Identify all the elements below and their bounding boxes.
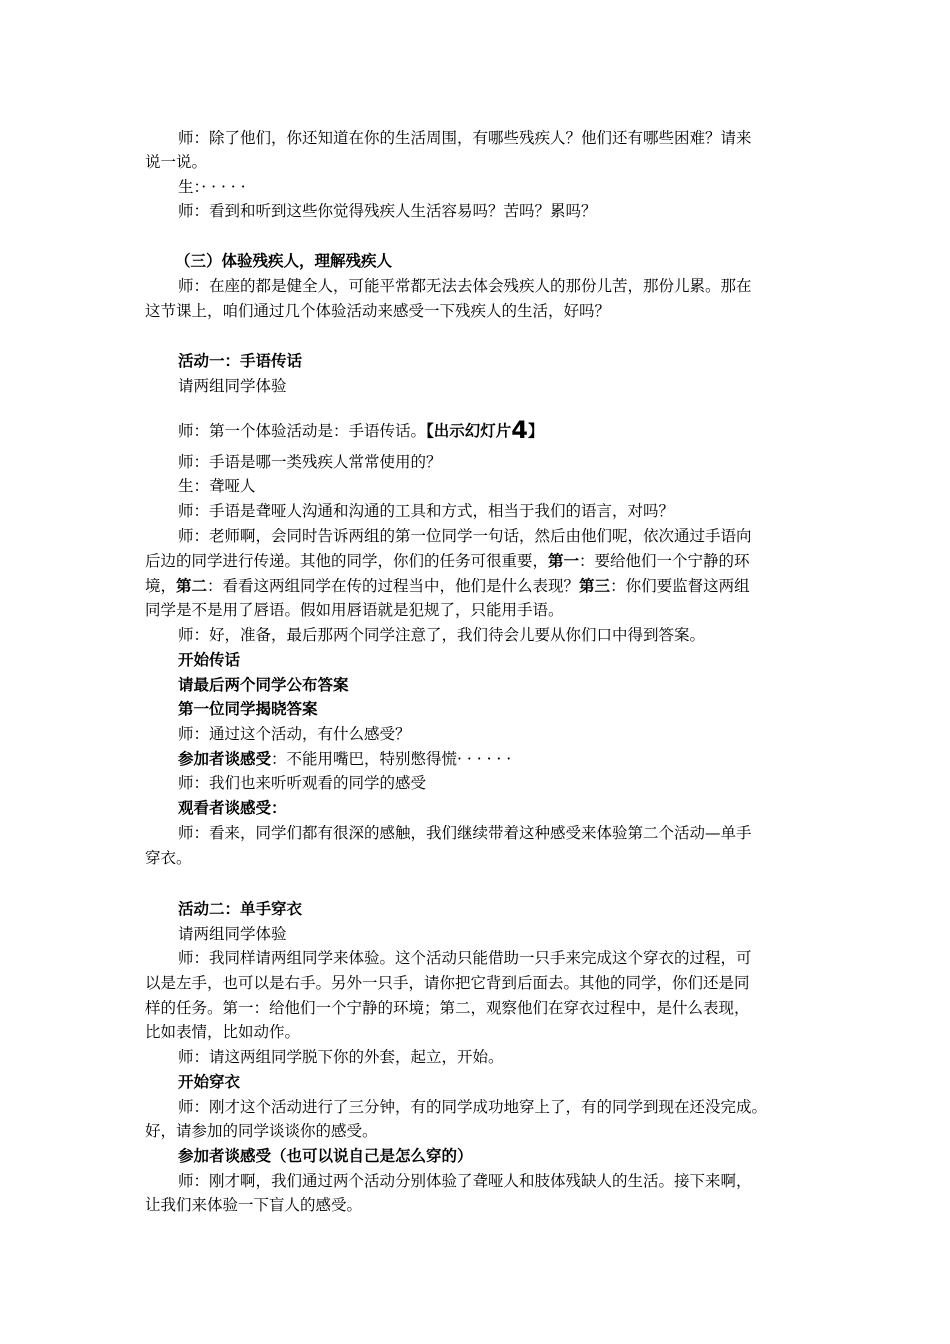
text-span: ：你们要监督这两组 (610, 577, 750, 595)
emphasis: 参加者谈感受 (178, 750, 272, 768)
student-line: 生：聋哑人 (178, 477, 256, 495)
teacher-line: 师：好，准备，最后那两个同学注意了，我们待会儿要从你们口中得到答案。 (178, 626, 706, 644)
activity-subtitle: 请两组同学体验 (178, 925, 287, 943)
text-line: 以是左手，也可以是右手。另外一只手，请你把它背到后面去。其他的同学，你们还是同 (145, 974, 750, 992)
text-line: 这节课上，咱们通过几个体验活动来感受一下残疾人的生活，好吗？ (145, 302, 611, 320)
text-span: ：要给他们一个宁静的环 (579, 552, 750, 570)
student-line: 生：· · · · · (178, 178, 246, 196)
bold-step: 第一位同学揭晓答案 (178, 700, 318, 718)
text-line: 好，请参加的同学谈谈你的感受。 (145, 1122, 378, 1140)
teacher-line: 师：看来，同学们都有很深的感触，我们继续带着这种感受来体验第二个活动—单手 (178, 824, 752, 842)
emphasis: 第二 (176, 577, 208, 595)
activity-heading: 活动一：手语传话 (178, 352, 303, 370)
section-heading: （三）体验残疾人，理解残疾人 (175, 252, 393, 270)
teacher-line: 师：看到和听到这些你觉得残疾人生活容易吗？苦吗？累吗？ (178, 202, 597, 220)
activity-subtitle: 请两组同学体验 (178, 377, 287, 395)
text-line: 比如表情，比如动作。 (145, 1023, 301, 1041)
text-span: 境， (145, 577, 177, 595)
bold-step: 观看者谈感受： (178, 799, 287, 817)
teacher-line: 师：在座的都是健全人，可能平常都无法去体会残疾人的那份儿苦，那份儿累。那在 (178, 277, 752, 295)
teacher-line: 师：刚才这个活动进行了三分钟，有的同学成功地穿上了，有的同学到现在还没完成。 (178, 1098, 768, 1116)
text-span: 后边的同学进行传递。其他的同学，你们的任务可很重要， (145, 552, 549, 570)
teacher-line: 师：通过这个活动，有什么感受？ (178, 725, 411, 743)
teacher-line: 师：请这两组同学脱下你的外套，起立，开始。 (178, 1048, 504, 1066)
teacher-line: 师：老师啊，会同时告诉两组的第一位同学一句话，然后由他们呢，依次通过手语向 (178, 527, 752, 545)
bold-step: 开始传话 (178, 651, 241, 669)
text-line: 穿衣。 (145, 849, 192, 867)
teacher-line: 师：刚才啊，我们通过两个活动分别体验了聋哑人和肢体残缺人的生活。接下来啊， (178, 1172, 752, 1190)
slide-number: 4 (511, 416, 528, 444)
bold-step: 请最后两个同学公布答案 (178, 676, 349, 694)
teacher-line: 师：我同样请两组同学来体验。这个活动只能借助一只手来完成这个穿衣的过程，可 (178, 949, 752, 967)
text-line: 样的任务。第一：给他们一个宁静的环境；第二，观察他们在穿衣过程中，是什么表现， (145, 999, 750, 1017)
activity-heading: 活动二：单手穿衣 (178, 900, 303, 918)
teacher-line: 师：我们也来听听观看的同学的感受 (178, 774, 427, 792)
teacher-line: 师：手语是哪一类残疾人常常使用的？ (178, 453, 442, 471)
emphasis: 第一 (548, 552, 580, 570)
bold-step: 开始穿衣 (178, 1073, 241, 1091)
participant-line (145, 747, 848, 771)
text-line: 让我们来体验一下盲人的感受。 (145, 1196, 363, 1214)
text-line: 说一说。 (145, 153, 208, 171)
text-line (145, 574, 815, 598)
slide-note-close: 】 (527, 422, 544, 440)
text-span: 师：第一个体验活动是：手语传话。 (178, 422, 427, 440)
bold-step: 参加者谈感受（也可以说自己是怎么穿的） (178, 1147, 473, 1165)
text-line (145, 549, 815, 573)
teacher-line (145, 418, 848, 443)
emphasis: 第三 (579, 577, 611, 595)
slide-note: 【出示幻灯片 (426, 422, 512, 440)
teacher-line: 师：手语是聋哑人沟通和沟通的工具和方式，相当于我们的语言，对吗？ (178, 502, 675, 520)
teacher-line: 师：除了他们，你还知道在你的生活周围，有哪些残疾人？他们还有哪些困难？请来 (178, 129, 752, 147)
text-span: ：看看这两组同学在传的过程当中，他们是什么表现？ (207, 577, 580, 595)
text-span: ：不能用嘴巴，特别憋得慌· · · · · · (271, 750, 512, 768)
text-line: 同学是不是用了唇语。假如用唇语就是犯规了，只能用手语。 (145, 601, 564, 619)
